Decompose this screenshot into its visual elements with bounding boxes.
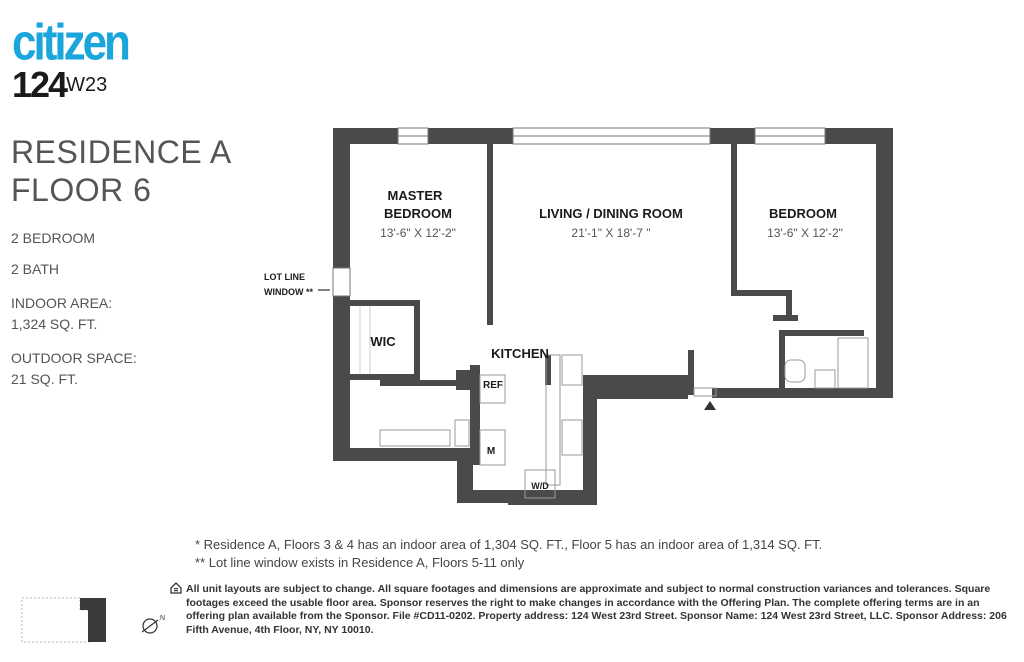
- floor-plan: [250, 118, 910, 518]
- residence-title: [11, 133, 232, 209]
- logo-number: 124: [12, 64, 67, 105]
- north-arrow-icon: [142, 615, 165, 633]
- ref-label: REF: [483, 380, 503, 391]
- logo-street: W23: [66, 74, 108, 96]
- citizen-logo: [12, 14, 128, 105]
- lot-line-label-2: WINDOW **: [264, 287, 313, 297]
- master-bedroom-label-1: MASTER: [387, 188, 443, 203]
- footnote-area: * Residence A, Floors 3 & 4 has an indoor area of 1,304 SQ. FT., Floor 5 has an indoor area of 1,314 SQ. FT.: [195, 537, 823, 552]
- title-line-2: FLOOR 6: [11, 172, 152, 208]
- bedroom-dimensions: 13'-6" X 12'-2": [767, 226, 843, 240]
- wic-label: WIC: [370, 334, 396, 349]
- legal-disclaimer: All unit layouts are subject to change. All square footages and dimensions are approximate and subject to normal construction variances and tolerances. Square footages exceed the usable floor area. Sponsor reserves the right to make changes in accordance with the Offering Plan. The complete offering terms are in an offering plan available from the Sponsor. File #CD11-0202. Property address: 124 West 23rd Street. Sponsor Name: 124 West 23rd Street, LLC. Sponsor Address: 206 Fifth Avenue, 4th Floor, NY, NY 10010.: [186, 583, 1007, 636]
- kitchen-label: KITCHEN: [491, 346, 549, 361]
- wd-label: W/D: [531, 481, 549, 491]
- equal-housing-icon: [170, 582, 182, 594]
- svg-text:N: N: [160, 615, 166, 622]
- living-dining-label: LIVING / DINING ROOM: [539, 206, 683, 221]
- logo-top-text: citizen: [12, 14, 128, 71]
- title-line-1: RESIDENCE A: [11, 134, 232, 170]
- m-label: M: [486, 446, 496, 457]
- bedroom-count: 2 BEDROOM: [11, 230, 96, 246]
- footnote-lot-line: ** Lot line window exists in Residence A, Floors 5-11 only: [195, 555, 525, 570]
- walls: [333, 128, 893, 505]
- entry-marker: [704, 401, 716, 410]
- outdoor-space-label: OUTDOOR SPACE:: [11, 350, 137, 366]
- bedroom-label: BEDROOM: [769, 206, 837, 221]
- outdoor-space-value: 21 SQ. FT.: [11, 371, 78, 387]
- master-bedroom-label-2: BEDROOM: [384, 206, 452, 221]
- logo-bottom-text: [12, 66, 112, 104]
- key-plan: [20, 590, 170, 650]
- indoor-area-value: 1,324 SQ. FT.: [11, 316, 98, 332]
- indoor-area-label: INDOOR AREA:: [11, 295, 113, 311]
- lot-line-label-1: LOT LINE: [264, 272, 305, 282]
- bath-count: 2 BATH: [11, 261, 59, 277]
- living-dining-dimensions: 21'-1" X 18'-7 ": [571, 226, 651, 240]
- master-bedroom-dimensions: 13'-6" X 12'-2": [380, 226, 456, 240]
